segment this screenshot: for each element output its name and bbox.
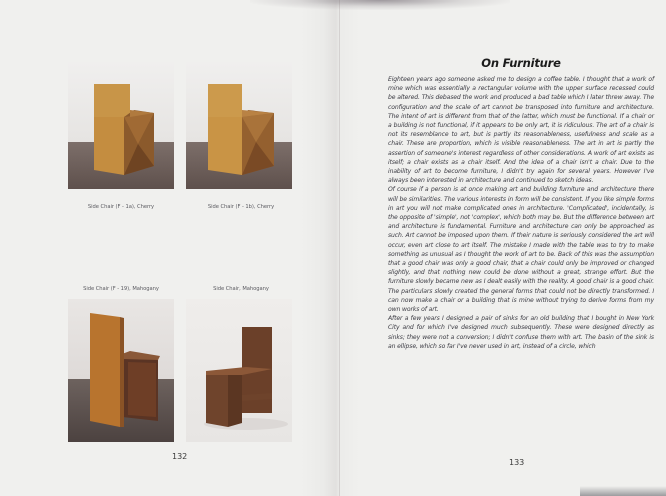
- figure-caption: Side Chair, Mahogany: [213, 286, 269, 292]
- page-number-left: 132: [172, 452, 188, 461]
- article-body: [388, 75, 654, 351]
- chair-photo-3: [68, 299, 174, 442]
- page-shadow: [250, 0, 510, 10]
- article-title: On Furniture: [481, 56, 561, 70]
- chair-photo-1: [68, 62, 174, 189]
- paragraph: After a few years I designed a pair of sinks for an old building that I bought in New York City and for which I've designed much subsequently. These were designed directly as sinks; they were not a conversion; I didn't confuse them with art. The basin of the sink is an ellipse, which so far I've never used in art, instead of a circle, which: [388, 315, 654, 350]
- figure-caption: Side Chair (F - 1b), Cherry: [207, 204, 275, 210]
- gutter-line: [339, 0, 340, 496]
- book-gutter: [300, 0, 360, 496]
- chair-photo-2: [186, 62, 292, 189]
- page-edge-shadow: [580, 486, 666, 496]
- page-number-right: 133: [509, 458, 525, 467]
- chair-photo-4: [186, 299, 292, 442]
- chair-illustration: [68, 299, 174, 442]
- chair-illustration: [186, 299, 292, 442]
- figure-caption: Side Chair (F - 19), Mahogany: [83, 286, 159, 292]
- chair-illustration: [186, 62, 292, 189]
- paragraph: Of course if a person is at once making art and building furniture and architecture there will be similarities. The various interests in form will be consistent. If you like simple forms in art you will not make complicated ones in architecture. 'Complicated', incidentally, is the opposite of 'simple', not 'complex', which both may be. But the difference between art and architecture is fundamental. Furniture and architecture can only be approached as such. Art cannot be imposed upon them. If their nature is seriously considered the art will occur, even art close to art itself. The mistake I made with the table was to try to make something as unusual as I thought the work of art to be. Back of this was the assumption that a good chair was only a good chair, that a chair could only be improved or changed slightly, and that nothing new could be done without a great, strange effort. But the furniture slowly became new as I dealt easily with the reality. A good chair is a good chair. The particulars slowly created the general forms that could not be directly transformed. I can now make a chair or a building that is mine without trying to derive forms from my own works of art.: [388, 186, 654, 314]
- chair-illustration: [68, 62, 174, 189]
- figure-caption: Side Chair (F - 1a), Cherry: [87, 204, 155, 210]
- paragraph: Eighteen years ago someone asked me to design a coffee table. I thought that a work of mine which was essentially a rectangular volume with the upper surface recessed could be altered. This debased the work and produced a bad table which I later threw away. The configuration and the scale of art cannot be transposed into furniture and architecture. The intent of art is different from that of the latter, which must be functional. If a chair or a building is not functional, if it appears to be only art, it is ridiculous. The art of a chair is not its resemblance to art, but is partly its reasonableness, usefulness and scale as a chair. These are proportion, which is visible reasonableness. The art in art is partly the assertion of someone's interest regardless of other considerations. A work of art exists as itself; a chair exists as a chair itself. And the idea of a chair isn't a chair. Due to the inability of art to become furniture, I didn't try again for several years. However I've always been interested in architecture and continued to sketch ideas.: [388, 76, 654, 185]
